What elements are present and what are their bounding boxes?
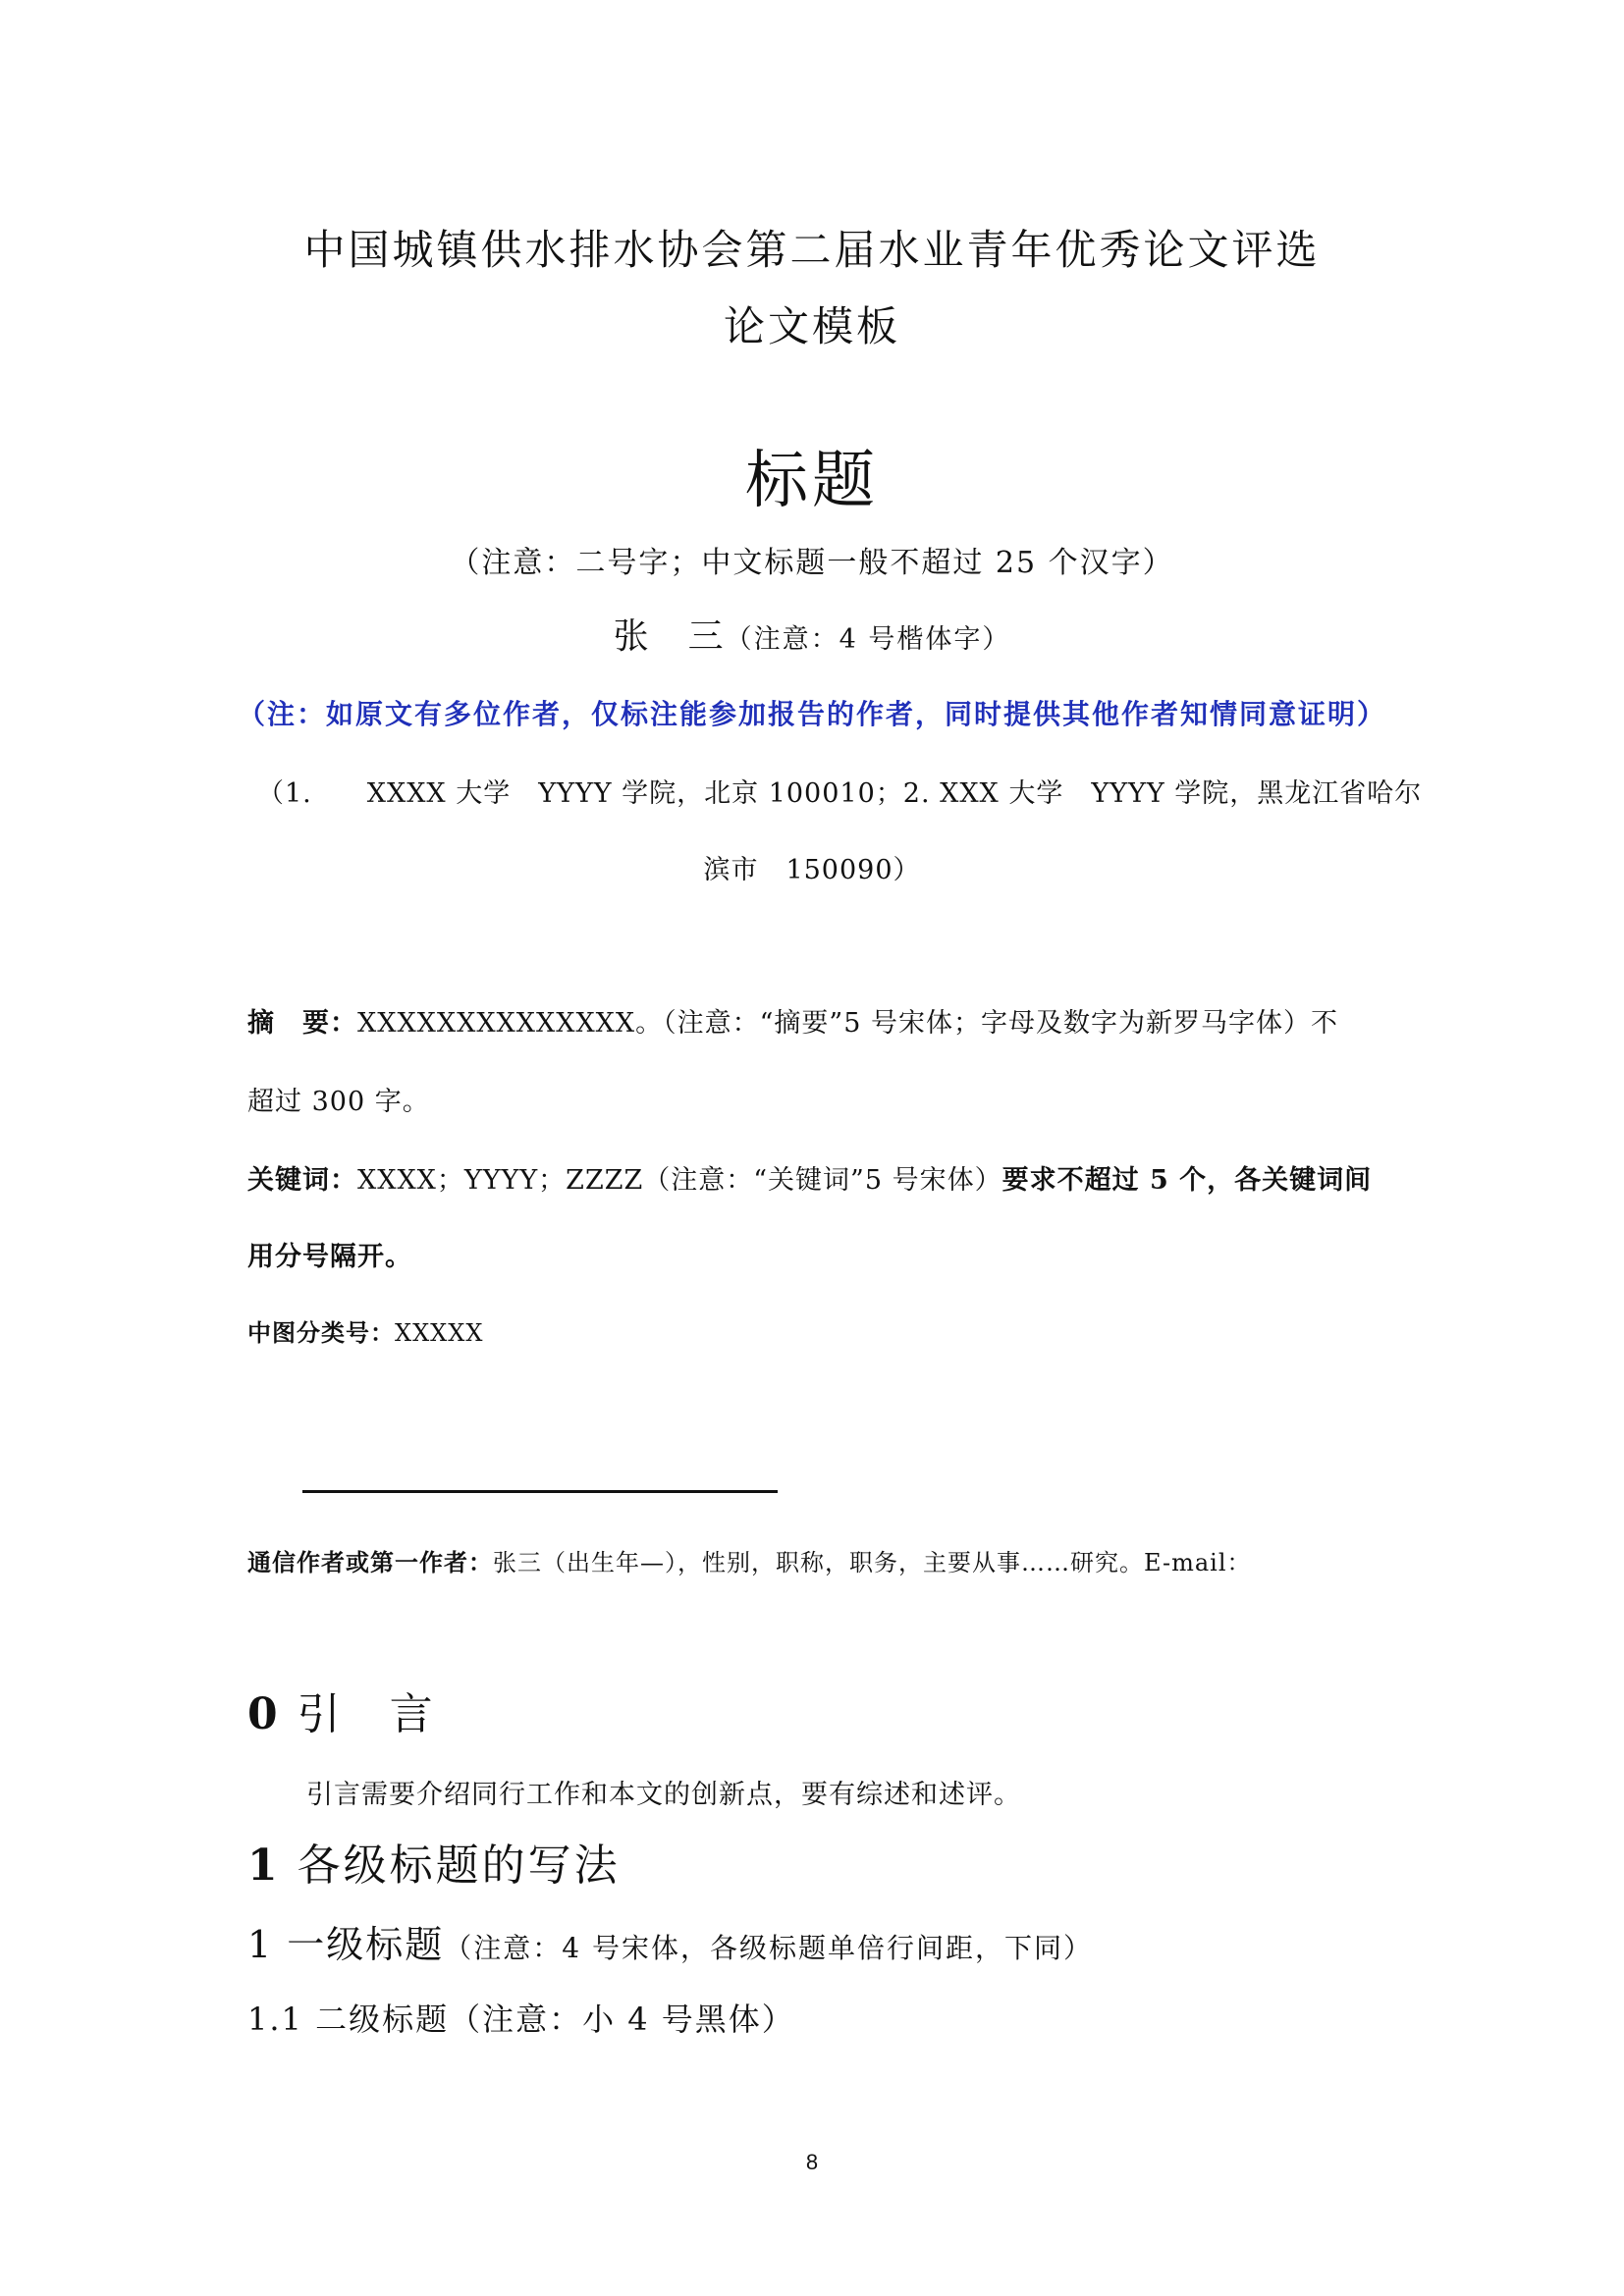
classification-label: 中图分类号： xyxy=(247,1318,395,1347)
keywords-text: XXXX；YYYY；ZZZZ（注意：“关键词”5 号宋体） xyxy=(357,1165,1002,1196)
keywords-requirement: 要求不超过 5 个，各关键词间 xyxy=(1001,1165,1373,1196)
affiliation-line-2: 滨市 150090） xyxy=(703,855,921,885)
keywords-continuation: 用分号隔开。 xyxy=(247,1242,412,1272)
level-1-heading xyxy=(247,1914,1093,1968)
page-number: 8 xyxy=(805,2150,819,2174)
section-number-0: 0 xyxy=(247,1689,281,1739)
keywords-label: 关键词： xyxy=(247,1165,357,1196)
author-line xyxy=(0,609,1624,659)
abstract-label: 摘 要： xyxy=(247,1008,357,1039)
author-note: （注意：4 号楷体字） xyxy=(725,624,1011,655)
footnote-text: 张三（出生年—），性别，职称，职务，主要从事……研究。E-mail： xyxy=(493,1549,1252,1576)
abstract-text: XXXXXXXXXXXXXX。（注意：“摘要”5 号宋体；字母及数字为新罗马字体）不 xyxy=(357,1008,1338,1039)
section-title-1: 各级标题的写法 xyxy=(297,1841,621,1891)
abstract-line xyxy=(247,1001,1386,1040)
section-title-introduction: 引 言 xyxy=(297,1689,436,1739)
author-name: 张 三 xyxy=(613,616,726,657)
document-header-line-2: 论文模板 xyxy=(723,302,900,350)
section-heading-introduction xyxy=(247,1679,436,1741)
level-2-heading: 1.1 二级标题（注意：小 4 号黑体） xyxy=(247,2001,795,2038)
abstract-continuation: 超过 300 字。 xyxy=(247,1087,430,1117)
level-1-heading-text: 1 一级标题 xyxy=(247,1923,445,1966)
level-1-heading-note: （注意：4 号宋体，各级标题单倍行间距，下同） xyxy=(444,1932,1093,1964)
title-note: （注意：二号字；中文标题一般不超过 25 个汉字） xyxy=(450,546,1174,580)
keywords-line xyxy=(247,1158,1386,1197)
paper-title: 标题 xyxy=(745,445,879,517)
section-heading-1 xyxy=(247,1830,621,1893)
author-notice: （注：如原文有多位作者，仅标注能参加报告的作者，同时提供其他作者知情同意证明） xyxy=(237,698,1386,730)
section-number-1: 1 xyxy=(247,1841,281,1891)
classification-value: XXXXX xyxy=(395,1319,484,1347)
introduction-body: 引言需要介绍同行工作和本文的创新点，要有综述和述评。 xyxy=(306,1780,1021,1810)
footnote-divider xyxy=(302,1490,778,1493)
footnote-label: 通信作者或第一作者： xyxy=(247,1548,493,1576)
footnote-line xyxy=(247,1543,1386,1577)
document-header-line-1: 中国城镇供水排水协会第二届水业青年优秀论文评选 xyxy=(303,226,1321,274)
classification-line xyxy=(247,1313,1386,1348)
affiliation-line-1: （1. XXXX 大学 YYYY 学院，北京 100010；2. XXX 大学 YYYY 学院，黑龙江省哈尔 xyxy=(257,778,1423,809)
